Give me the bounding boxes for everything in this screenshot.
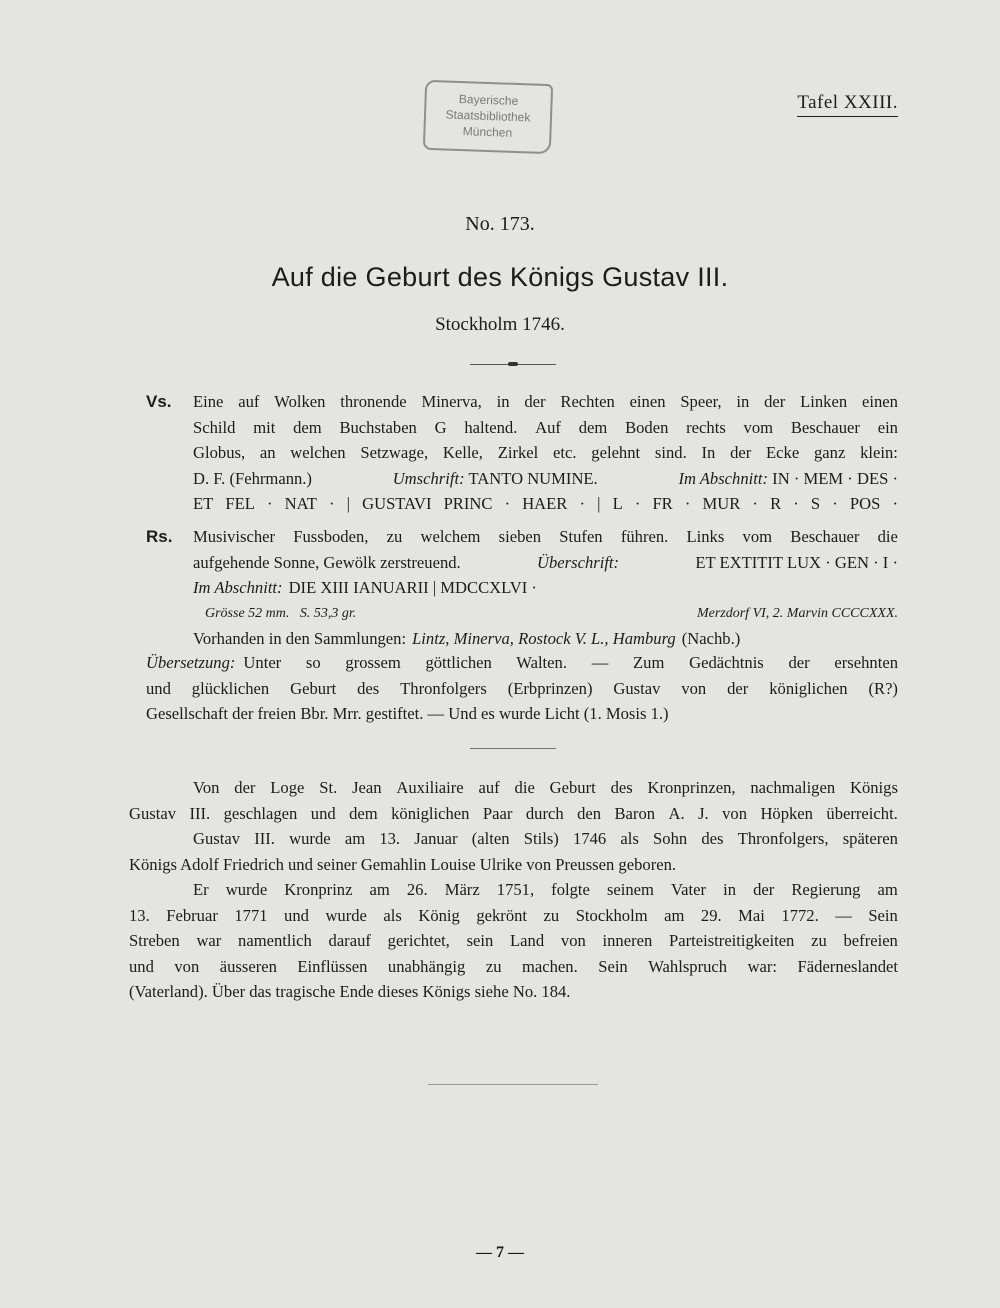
holdings-collections: Lintz, Minerva, Rostock V. L., Hamburg bbox=[412, 629, 676, 648]
reverse-description bbox=[193, 524, 898, 652]
obverse-exergue-label: Im Abschnitt: bbox=[678, 468, 769, 488]
ornament-divider bbox=[470, 364, 556, 365]
body-line-9: (Vaterland). Über das tragische Ende dieses Königs siehe No. 184. bbox=[129, 982, 571, 1001]
holdings-label: Vorhanden in den Sammlungen: bbox=[193, 629, 407, 648]
page-title: Auf die Geburt des Königs Gustav III. bbox=[271, 262, 729, 292]
end-rule bbox=[428, 1084, 598, 1085]
obverse-description bbox=[193, 389, 898, 517]
medal-size: Grösse 52 mm. bbox=[205, 605, 290, 621]
obverse-legend-label: Umschrift: bbox=[392, 468, 465, 488]
medal-weight: S. 53,3 gr. bbox=[299, 605, 357, 621]
translation bbox=[146, 650, 898, 727]
translation-text-1: Unter so grossem göttlichen Walten. — Zum Gedächtnis der ersehnten bbox=[243, 653, 898, 672]
medal-specs bbox=[193, 601, 898, 627]
translation-label: Übersetzung: bbox=[146, 653, 236, 672]
reverse-line-2 bbox=[193, 550, 898, 576]
stamp-line-1: Bayerische bbox=[458, 91, 519, 109]
place-date: Stockholm 1746. bbox=[435, 314, 565, 335]
holdings-note: (Nachb.) bbox=[681, 629, 741, 648]
medal-references: Merzdorf VI, 2. Marvin CCCCXXX. bbox=[696, 605, 898, 621]
translation-line-1 bbox=[146, 650, 898, 676]
holdings-line bbox=[193, 626, 898, 652]
page-number: — 7 — bbox=[476, 1244, 524, 1261]
reverse-legend-label: Überschrift: bbox=[537, 552, 620, 572]
stamp-line-3: München bbox=[462, 124, 513, 140]
reverse-sun-text: aufgehende Sonne, Gewölk zerstreuend. bbox=[193, 552, 461, 572]
body-line-7: Streben war namentlich darauf gerichtet, sein Land von inneren Parteistreitigkeiten zu befreien bbox=[129, 931, 898, 950]
body-line-5: Er wurde Kronprinz am 26. März 1751, folgte seinem Vater in der Regierung am bbox=[193, 880, 898, 899]
obverse-line-1: Eine auf Wolken thronende Minerva, in der Rechten einen Speer, in der Linken einen bbox=[193, 392, 898, 411]
body-line-8: und von äusseren Einflüssen unabhängig zu machen. Sein Wahlspruch war: Fäderneslandet bbox=[129, 956, 898, 976]
obverse-line-3: Globus, an welchen Setzwage, Kelle, Zirkel etc. gelehnt sind. In der Ecke ganz klein: bbox=[193, 443, 898, 462]
obverse-line-5: ET FEL · NAT · | GUSTAVI PRINC · HAER · | L · FR · MUR · R · S · POS · bbox=[193, 494, 898, 513]
body-line-1: Von der Loge St. Jean Auxiliaire auf die Geburt des Kronprinzen, nachmaligen Königs bbox=[193, 778, 898, 797]
body-line-2: Gustav III. geschlagen und dem königlichen Paar durch den Baron A. J. von Höpken überreicht. bbox=[129, 803, 898, 823]
obverse-legend: TANTO NUMINE. bbox=[468, 468, 598, 488]
plate-label: Tafel XXIII. bbox=[797, 92, 898, 117]
reverse-legend: ET EXTITIT LUX · GEN · I · bbox=[695, 552, 898, 572]
body-line-6: 13. Februar 1771 und wurde als König gekrönt zu Stockholm am 29. Mai 1772. — Sein bbox=[129, 905, 898, 925]
body-line-4: Königs Adolf Friedrich und seiner Gemahlin Louise Ulrike von Preussen geboren. bbox=[129, 854, 677, 874]
obverse-line-4 bbox=[193, 466, 898, 492]
reverse-exergue-label: Im Abschnitt: bbox=[193, 578, 283, 597]
reverse-line-1: Musivischer Fussboden, zu welchem sieben Stufen führen. Links vom Beschauer die bbox=[193, 527, 898, 546]
historical-notes bbox=[129, 775, 898, 1005]
translation-line-3: Gesellschaft der freien Bbr. Mrr. gestiftet. — Und es wurde Licht (1. Mosis 1.) bbox=[146, 704, 669, 723]
section-divider bbox=[470, 748, 556, 749]
obverse-label: Vs. bbox=[146, 392, 172, 411]
obverse-exergue: IN · MEM · DES · bbox=[772, 468, 898, 488]
body-line-3: Gustav III. wurde am 13. Januar (alten Stils) 1746 als Sohn des Thronfolgers, späteren bbox=[193, 829, 898, 848]
reverse-exergue: DIE XIII IANUARII | MDCCXLVI · bbox=[288, 578, 537, 597]
medal-number: No. 173. bbox=[465, 213, 535, 235]
library-stamp bbox=[423, 80, 553, 154]
reverse-label: Rs. bbox=[146, 527, 173, 546]
stamp-line-2: Staatsbibliothek bbox=[445, 107, 531, 125]
reverse-line-3 bbox=[193, 575, 898, 601]
obverse-engraver: D. F. (Fehrmann.) bbox=[193, 468, 312, 488]
obverse-line-2: Schild mit dem Buchstaben G haltend. Auf dem Boden rechts vom Beschauer ein bbox=[193, 417, 898, 437]
translation-line-2: und glücklichen Geburt des Thronfolgers (Erbprinzen) Gustav von der königlichen (R?) bbox=[146, 678, 898, 698]
